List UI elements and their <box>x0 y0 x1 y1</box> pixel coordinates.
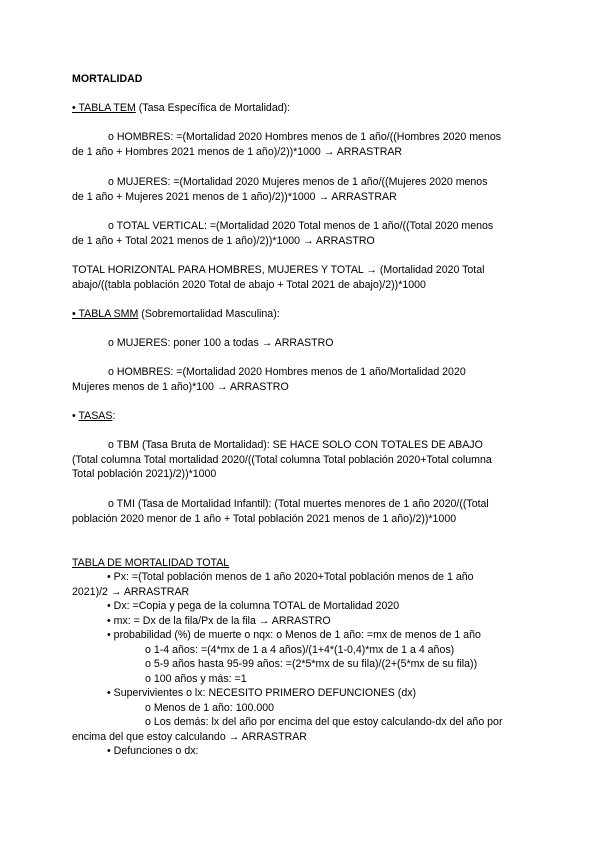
tem-hombres: o HOMBRES: =(Mortalidad 2020 Hombres menos de 1 año/((Hombres 2020 menos de 1 año + Hombres 2021 menos de 1 año)/2))*1000 → ARRASTRAR <box>72 131 502 158</box>
smm-description: (Sobremortalidad Masculina): <box>141 308 280 320</box>
bullet-icon: • <box>72 308 76 320</box>
tabla-supervivientes: • Supervivientes o lx: NECESITO PRIMERO DEFUNCIONES (dx) <box>107 687 417 699</box>
tabla-defunciones: • Defunciones o dx: <box>107 745 199 757</box>
smm-mujeres: o MUJERES: poner 100 a todas → ARRASTRO <box>108 337 334 349</box>
tem-label: TABLA TEM <box>78 102 136 114</box>
bullet-icon: • <box>107 629 111 641</box>
tasas-tmi: o TMI (Tasa de Mortalidad Infantil): (Total muertes menores de 1 año 2020/((Total población 2020 menor de 1 año + Total población 2021 menos de 1 año)/2))*1000 <box>72 498 489 525</box>
tasas-label: TASAS <box>78 410 113 422</box>
tasas-heading: • TASAS: <box>72 410 116 422</box>
tabla-px: • Px: =(Total población menos de 1 año 2020+Total población menos de 1 año 2021)/2 → ARRASTRAR <box>72 571 474 598</box>
smm-heading <box>72 307 502 322</box>
tem-mujeres: o MUJERES: =(Mortalidad 2020 Mujeres menos de 1 año/((Mujeres 2020 menos de 1 año + Mujeres 2021 menos de 1 año)/2))*1000 → ARRASTRAR <box>72 176 488 203</box>
bullet-icon: • <box>107 687 111 699</box>
bullet-icon: • <box>107 600 111 612</box>
tabla-mx: • mx: = Dx de la fila/Px de la fila → ARRASTRO <box>107 615 331 627</box>
tabla-prob-1-4: o 1-4 años: =(4*mx de 1 a 4 años)/(1+4*(1-0,4)*mx de 1 a 4 años) <box>145 644 455 656</box>
tabla-prob-5-9: o 5-9 años hasta 95-99 años: =(2*5*mx de su fila)/(2+(5*mx de su fila)) <box>145 658 478 670</box>
tem-total-vertical: o TOTAL VERTICAL: =(Mortalidad 2020 Total menos de 1 año/((Total 2020 menos de 1 año + Total 2021 menos de 1 año)/2))*1000 → ARRASTRO <box>72 220 494 247</box>
total-horizontal: TOTAL HORIZONTAL PARA HOMBRES, MUJERES Y TOTAL → (Mortalidad 2020 Total abajo/((tabla población 2020 Total de abajo + Total 2021 de abajo)/2))*1000 <box>72 264 485 291</box>
tabla-dx: • Dx: =Copia y pega de la columna TOTAL de Mortalidad 2020 <box>107 600 400 612</box>
tabla-superv-menos1: o Menos de 1 año: 100.000 <box>145 702 274 714</box>
tasas-tbm: o TBM (Tasa Bruta de Mortalidad): SE HACE SOLO CON TOTALES DE ABAJO (Total columna Total mortalidad 2020/((Total columna Total población 2020+Total columna Total población 2021)/2))*1000 <box>72 439 492 480</box>
document-title: MORTALIDAD <box>72 73 143 85</box>
smm-label: TABLA SMM <box>78 308 139 320</box>
bullet-icon: • <box>107 571 111 583</box>
tabla-prob-100: o 100 años y más: =1 <box>145 673 247 685</box>
tem-heading <box>72 101 502 116</box>
bullet-icon: • <box>107 745 111 757</box>
tabla-total-heading: TABLA DE MORTALIDAD TOTAL <box>72 557 230 569</box>
tabla-superv-demas-cont: encima del que estoy calculando → ARRASTRAR <box>72 731 307 743</box>
tabla-superv-demas: o Los demás: lx del año por encima del que estoy calculando-dx del año por <box>145 716 503 728</box>
tem-description: (Tasa Específica de Mortalidad): <box>138 102 291 114</box>
bullet-icon: • <box>72 102 76 114</box>
tabla-prob: • probabilidad (%) de muerte o nqx: o Menos de 1 año: =mx de menos de 1 año <box>107 629 481 641</box>
bullet-icon: • <box>72 410 76 422</box>
smm-hombres: o HOMBRES: =(Mortalidad 2020 Hombres menos de 1 año/Mortalidad 2020 Mujeres menos de 1 año)*100 → ARRASTRO <box>72 366 466 393</box>
bullet-icon: • <box>107 615 111 627</box>
